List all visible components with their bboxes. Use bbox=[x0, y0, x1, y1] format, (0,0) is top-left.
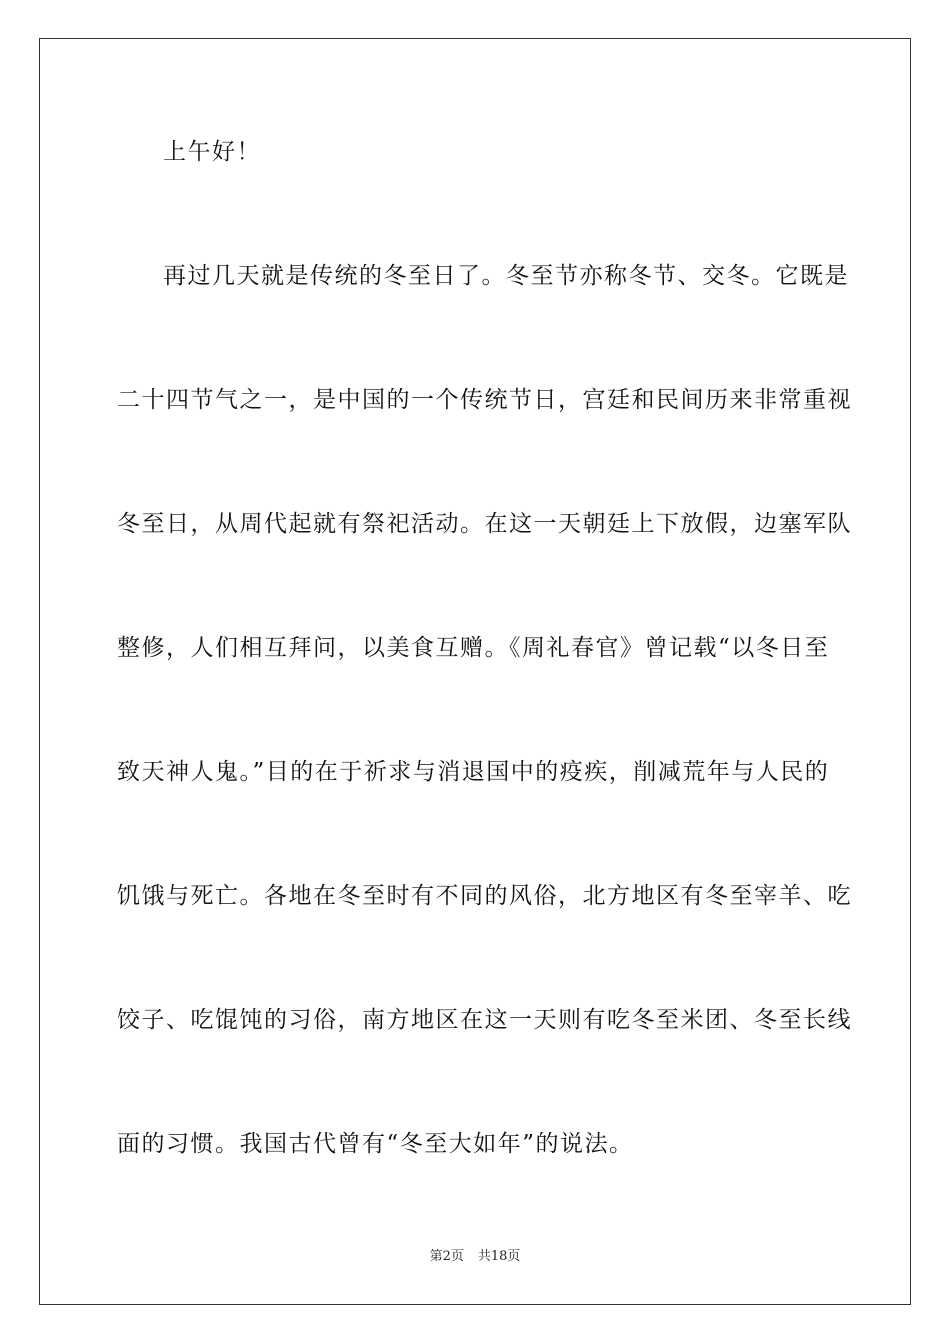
paragraph-line: 致天神人鬼。”目的在于祈求与消退国中的疫疾，削减荒年与人民的 bbox=[117, 759, 830, 785]
paragraph-line: 面的习惯。我国古代曾有“冬至大如年”的说法。 bbox=[117, 1131, 634, 1157]
paragraph-line: 整修，人们相互拜问，以美食互赠。《周礼春官》曾记载“以冬日至 bbox=[117, 635, 830, 661]
paragraph-line: 饺子、吃馄饨的习俗，南方地区在这一天则有吃冬至米团、冬至长线 bbox=[117, 1007, 852, 1033]
paragraph-line: 二十四节气之一，是中国的一个传统节日，宫廷和民间历来非常重视 bbox=[117, 387, 852, 413]
paragraph-line: 饥饿与死亡。各地在冬至时有不同的风俗，北方地区有冬至宰羊、吃 bbox=[117, 883, 852, 909]
page-number: 第2页 bbox=[429, 1249, 464, 1264]
greeting-line: 上午好！ bbox=[163, 139, 261, 165]
total-pages: 共18页 bbox=[477, 1249, 521, 1264]
paragraph-line: 再过几天就是传统的冬至日了。冬至节亦称冬节、交冬。它既是 bbox=[163, 263, 849, 289]
page-footer bbox=[0, 1248, 950, 1266]
paragraph-line: 冬至日，从周代起就有祭祀活动。在这一天朝廷上下放假，边塞军队 bbox=[117, 511, 852, 537]
page-frame bbox=[39, 38, 911, 1305]
